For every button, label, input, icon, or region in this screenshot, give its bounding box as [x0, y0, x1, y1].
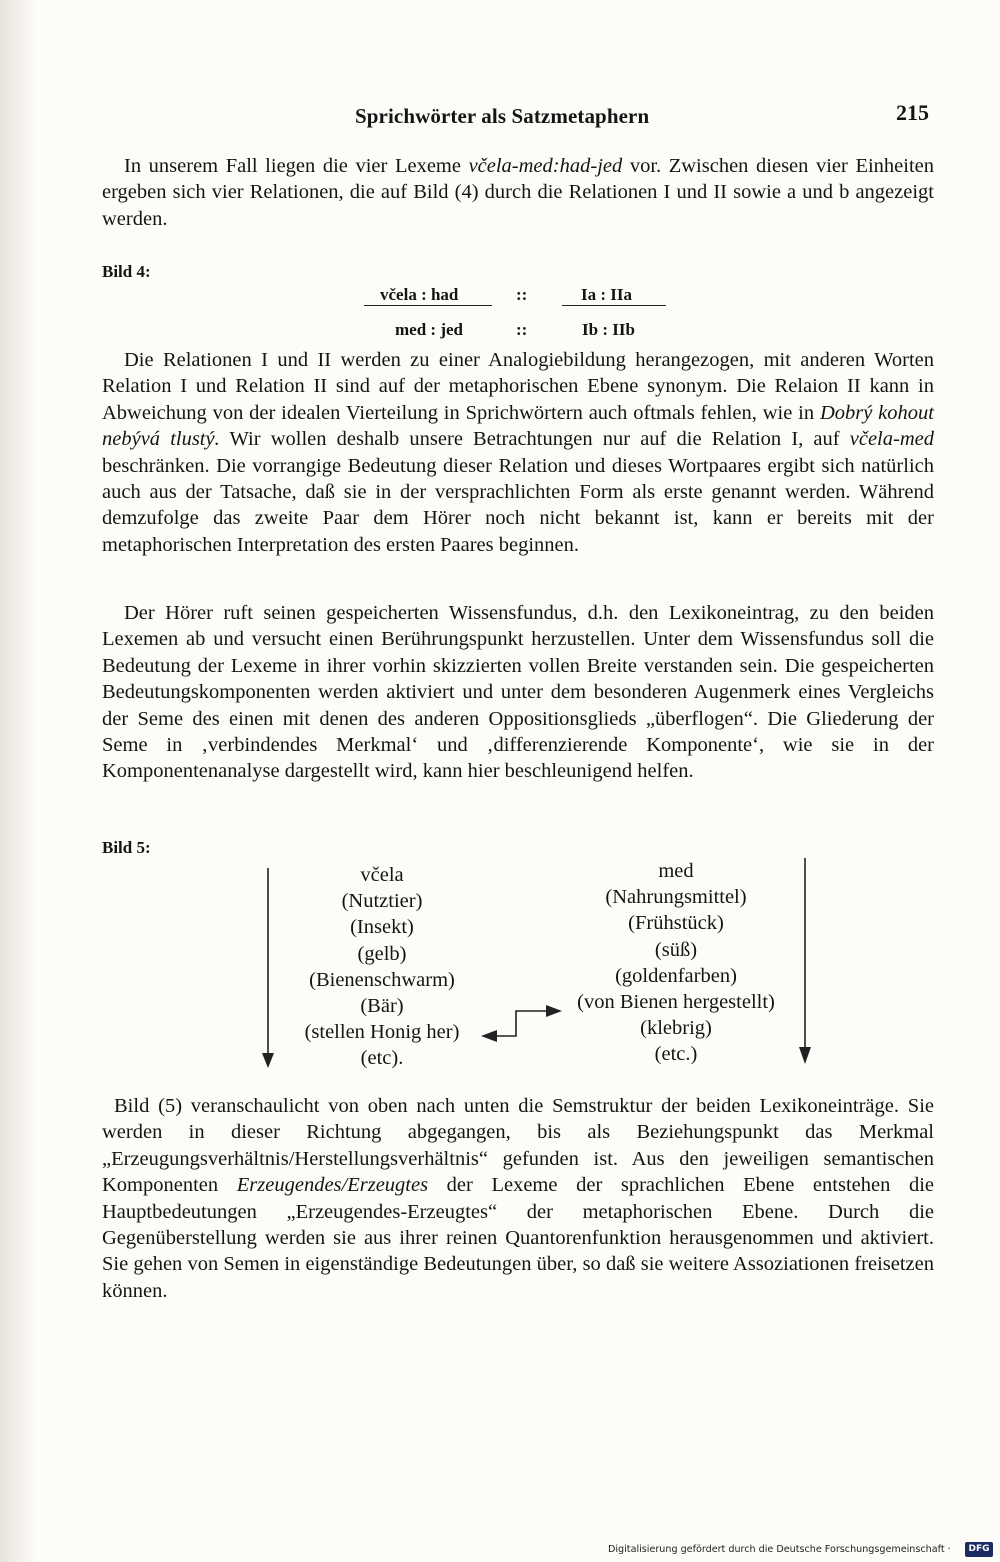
figure-4-fraction-line-right: [562, 305, 666, 306]
paragraph-2-text-c: beschränken. Die vorrangige Bedeutung dieser Relation und dieses Wortpaares ergibt sich natürlich auch aus der Tatsache, daß sie in der versprachlichten Form als erste genannt werden. Während demzufolge das zweite Paar dem Hörer noch nicht bekannt ist, kann er bereits mit der metaphorischen Interpretation des ersten Paares beginnen.: [102, 454, 934, 556]
page-header: [0, 100, 1000, 136]
figure-5-arrows: [0, 850, 1000, 1080]
digitization-credit: Digitalisierung gefördert durch die Deutsche Forschungsgemeinschaft ·: [608, 1544, 951, 1555]
figure-4-label: Bild 4:: [102, 262, 151, 281]
figure-5-label: Bild 5:: [102, 838, 151, 857]
figure-4-top-right: Ia : IIa: [581, 285, 633, 304]
sem-item: (Nahrungsmittel): [605, 886, 747, 909]
sem-item: (Insekt): [350, 916, 414, 939]
sem-item: včela: [360, 864, 404, 886]
running-title: Sprichwörter als Satzmetaphern: [355, 104, 650, 128]
sem-item: (klebrig): [640, 1017, 712, 1040]
sem-item: med: [658, 860, 694, 882]
paragraph-1-text-b: vor. Zwischen diesen vier Einheiten ergeben sich vier Relationen, die auf Bild (4) durch die Relationen I und II sowie a und b angezeigt werden.: [102, 155, 934, 230]
sem-item: (Bär): [360, 995, 404, 1018]
figure-4-proportion: [0, 280, 1000, 350]
sem-item: (Frühstück): [628, 912, 724, 935]
figure-4-top-separator: ::: [516, 285, 528, 304]
paragraph-2: [102, 347, 934, 558]
paragraph-2-text-b: Wir wollen deshalb unsere Betrachtungen nur auf die Relation I, auf: [219, 428, 850, 451]
paragraph-2-italic-a: Dobrý kohout nebývá tlustý.: [102, 401, 934, 451]
figure-4-bottom-right: Ib : IIb: [582, 320, 635, 339]
paragraph-2-italic-b: včela-med: [849, 428, 934, 451]
sem-item: (gelb): [357, 942, 407, 965]
page-edge-shadow: [0, 0, 36, 1562]
sem-item: (Bienenschwarm): [309, 968, 455, 991]
sem-item: (goldenfarben): [615, 964, 737, 987]
figure-5-sem-structure: [0, 850, 1000, 1080]
sem-column-vcela: [282, 862, 482, 1072]
left-down-arrow-head: [262, 1053, 274, 1068]
paragraph-3: Der Hörer ruft seinen gespeicherten Wissensfundus, d.h. den Lexikoneintrag, zu den beiden Lexemen ab und versucht einen Berührungspunkt herzustellen. Unter dem Wissensfundus soll die Bedeutung der Lexeme in ihrer vorhin skizzierten vollen Breite verstanden sein. Die gespeicherten Bedeutungskomponenten werden aktiviert und unter dem besonderen Augenmerk eines Vergleichs der Seme des einen mit denen des anderen Oppositionsglieds „überflogen“. Die Gliederung der Seme in ‚verbindendes Merkmal‘ und ‚differenzierende Komponente‘, wie sie in der Komponentenanalyse dargestellt wird, kann hier beschleunigend helfen.: [102, 602, 934, 783]
paragraph-1: [102, 153, 934, 232]
sem-item: (stellen Honig her): [304, 1021, 460, 1044]
page-number: 215: [896, 100, 929, 125]
paragraph-1-text-a: In unserem Fall liegen die vier Lexeme: [124, 155, 469, 177]
paragraph-4: [102, 1093, 934, 1304]
connector-line: [497, 1011, 548, 1036]
paragraph-1-italic: včela-med:had-jed: [468, 155, 623, 177]
figure-4-bottom-separator: ::: [516, 320, 528, 339]
connector-arrowhead-left: [481, 1030, 497, 1042]
figure-4-fraction-line-left: [364, 305, 492, 306]
sem-item: (süß): [654, 938, 698, 961]
paragraph-4-italic: Erzeugendes/Erzeugtes: [236, 1174, 429, 1197]
paragraph-2-text-a: Die Relationen I und II werden zu einer Analogiebildung herangezogen, mit anderen Worten Relation I und Relation II sind auf der metaphorischen Ebene synonym. Die Relaion II kann in Abweichung von der idealen Vierteilung in Sprichwörtern auch oftmals fehlen, wie in: [102, 349, 934, 424]
sem-item: (von Bienen hergestellt): [577, 991, 775, 1014]
figure-4-top-left: včela : had: [380, 285, 459, 304]
sem-column-med: [560, 858, 792, 1068]
figure-4-bottom-left: med : jed: [395, 320, 463, 339]
sem-item: (etc.): [654, 1043, 698, 1066]
paragraph-4-text-a: Bild (5) veranschaulicht von oben nach unten die Semstruktur der beiden Lexikoneinträge. Sie werden in dieser Richtung abgegangen, bis als Beziehungspunkt das Merkmal „Erzeugungsverhältnis/Herstellungsverhältnis“ gefunden ist. Aus den jeweiligen semantischen Komponenten: [102, 1095, 934, 1197]
right-down-arrow-head: [799, 1047, 811, 1064]
sem-item: (etc).: [360, 1047, 404, 1070]
sem-item: (Nutztier): [341, 890, 423, 913]
dfg-logo: DFG: [965, 1542, 993, 1557]
paragraph-4-text-b: der Lexeme der sprachlichen Ebene entstehen die Hauptbedeutungen „Erzeugendes-Erzeugtes“ der metaphorischen Ebene. Durch die Gegenüberstellung werden sie aus ihrer reinen Quantorenfunktion herausgenommen und aktiviert. Sie gehen von Semen in eigenständige Bedeutungen über, so daß sie weitere Assoziationen freisetzen können.: [102, 1174, 934, 1302]
